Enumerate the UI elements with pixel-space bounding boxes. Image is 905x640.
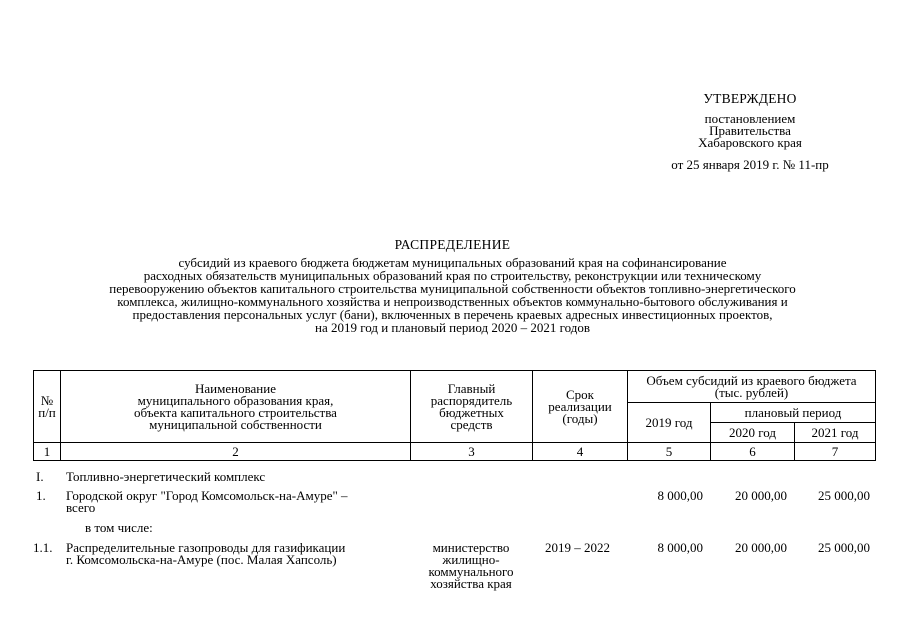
including-label: в том числе: (85, 520, 153, 535)
subtitle-line: предоставления персональных услуг (бани), включенных в перечень краевых адресных инвестиционных проектов, (132, 307, 773, 322)
approval-date: от 25 января 2019 г. № 11-пр (671, 157, 829, 172)
row-name: Городской округ "Город Комсомольск-на-Амуре" – всего (66, 488, 348, 515)
approval-line: Хабаровского края (698, 135, 802, 150)
column-number: 2 (61, 443, 411, 461)
row-value-2020: 20 000,00 (735, 488, 787, 503)
approval-heading: УТВЕРЖДЕНО (703, 91, 797, 106)
subtitle-line: перевооружению объектов капитального строительства муниципальной собственности объектов топливно-энергетического (109, 281, 796, 296)
subtitle-line: субсидий из краевого бюджета бюджетам муниципальных образований края на софинансирование (178, 255, 727, 270)
row-value-2021: 25 000,00 (818, 488, 870, 503)
approval-line: постановлением (704, 111, 796, 126)
row-num: 1. (36, 488, 46, 503)
header-planned: плановый период (711, 403, 876, 423)
column-number: 6 (711, 443, 795, 461)
approval-line: Правительства (709, 123, 791, 138)
header-2020: 2020 год (711, 423, 795, 443)
header-manager: Главный распорядитель бюджетных средств (411, 371, 533, 443)
section-name: Топливно-энергетический комплекс (66, 469, 266, 484)
approval-block (600, 92, 900, 171)
document-title: РАСПРЕДЕЛЕНИЕ (394, 237, 511, 252)
header-name: Наименование муниципального образования края, объекта капитального строительства муниципальной собственности (61, 371, 411, 443)
column-number: 1 (34, 443, 61, 461)
row-manager: министерство жилищно- коммунального хозяйства края (428, 540, 514, 591)
header-2019: 2019 год (628, 403, 711, 443)
row-value-2021: 25 000,00 (818, 540, 870, 555)
subtitle-line: комплекса, жилищно-коммунального хозяйства и непроизводственных объектов коммунально-бытового обслуживания и (117, 294, 788, 309)
subtitle-line: на 2019 год и плановый период 2020 – 2021 годов (315, 320, 590, 335)
column-number: 3 (411, 443, 533, 461)
section-num: I. (36, 469, 44, 484)
column-number: 4 (533, 443, 628, 461)
row-term: 2019 – 2022 (545, 540, 610, 555)
row-name: Распределительные газопроводы для газификации г. Комсомольска-на-Амуре (пос. Малая Хапсоль) (66, 540, 346, 567)
column-number: 5 (628, 443, 711, 461)
header-volume: Объем субсидий из краевого бюджета (тыс. рублей) (628, 371, 876, 403)
header-2021: 2021 год (795, 423, 876, 443)
column-number: 7 (795, 443, 876, 461)
document-subtitle (40, 256, 865, 334)
row-value-2019: 8 000,00 (657, 488, 703, 503)
header-term: Срок реализации (годы) (533, 371, 628, 443)
distribution-table-header (33, 370, 876, 461)
row-num: 1.1. (33, 540, 53, 555)
header-num: № п/п (34, 371, 61, 443)
row-value-2020: 20 000,00 (735, 540, 787, 555)
row-value-2019: 8 000,00 (657, 540, 703, 555)
subtitle-line: расходных обязательств муниципальных образований края по строительству, реконструкции или техническому (143, 268, 762, 283)
